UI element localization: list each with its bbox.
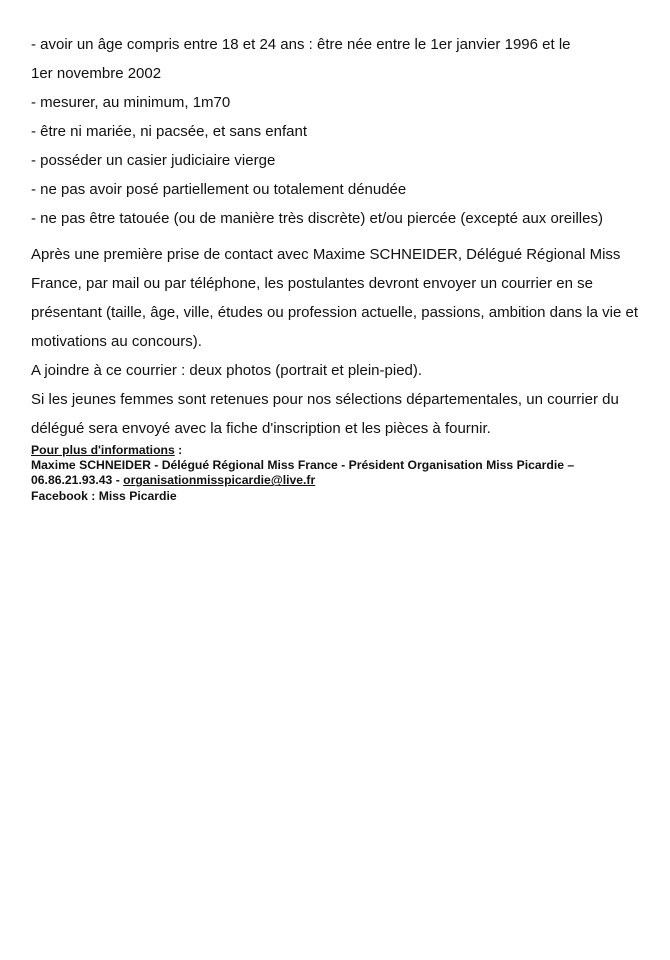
contact-name-line: Maxime SCHNEIDER - Délégué Régional Miss France - Président Organisation Miss Picardie – (31, 458, 575, 473)
contact-email-link[interactable]: organisationmisspicardie@live.fr (123, 473, 316, 488)
contact-block (31, 443, 651, 504)
eligibility-criteria-list (31, 30, 651, 233)
criteria-item-no-tattoos: - ne pas être tatouée (ou de manière très discrète) et/ou piercée (excepté aux oreilles) (31, 210, 603, 227)
criteria-item-age: - avoir un âge compris entre 18 et 24 ans : être née entre le 1er janvier 1996 et le 1er novembre 2002 (31, 36, 571, 82)
intro-paragraph: Après une première prise de contact avec Maxime SCHNEIDER, Délégué Régional Miss France, par mail ou par téléphone, les postulantes devront envoyer un courrier en se présentant (taille, âge, ville, études ou profession actuelle, passions, ambition dans la vie et motivations au concours). (31, 246, 639, 350)
contact-phone: 06.86.21.93.43 (31, 473, 113, 488)
contact-heading: Pour plus d'informations (31, 443, 175, 457)
contact-heading-line (31, 443, 651, 458)
criteria-item-marital-status: - être ni mariée, ni pacsée, et sans enfant (31, 123, 307, 140)
attachments-paragraph: A joindre à ce courrier : deux photos (portrait et plein-pied). (31, 362, 423, 379)
application-instructions (31, 240, 646, 443)
criteria-item-criminal-record: - posséder un casier judiciaire vierge (31, 152, 276, 169)
selection-paragraph: Si les jeunes femmes sont retenues pour nos sélections départementales, un courrier du délégué sera envoyé avec la fiche d'inscription et les pièces à fournir. (31, 391, 619, 437)
contact-separator: - (112, 473, 124, 488)
contact-phone-email-line (31, 473, 651, 488)
contact-heading-colon: : (174, 443, 183, 457)
criteria-item-height: - mesurer, au minimum, 1m70 (31, 94, 231, 111)
criteria-item-no-nude-photos: - ne pas avoir posé partiellement ou totalement dénudée (31, 181, 407, 198)
contact-facebook-line: Facebook : Miss Picardie (31, 488, 177, 503)
